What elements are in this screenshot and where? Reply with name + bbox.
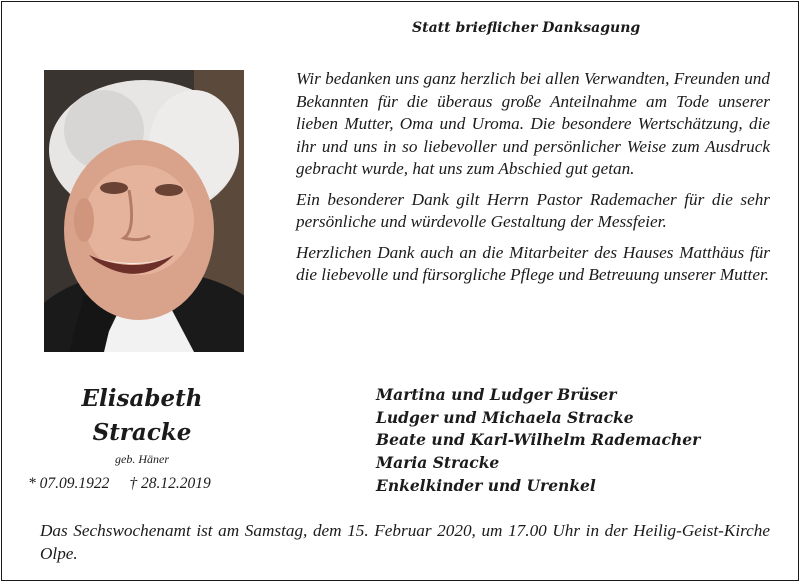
deceased-first-name: Elisabeth (81, 385, 203, 412)
portrait-photo (44, 70, 244, 352)
thanks-paragraph-2: Ein besonderer Dank gilt Herrn Pastor Rademacher für die sehr persönliche und würdevolle Gestaltung der Messfeier. (296, 189, 770, 231)
family-line: Beate und Karl-Wilhelm Rademacher (376, 430, 701, 450)
birth-date: * 07.09.1922 (28, 475, 110, 492)
card-heading: Statt brieflicher Danksagung (412, 20, 641, 36)
deceased-last-name: Stracke (92, 419, 192, 446)
family-line: Enkelkinder und Urenkel (376, 475, 596, 495)
family-line: Martina und Ludger Brüser (376, 385, 617, 404)
portrait-photo-icon (44, 70, 244, 352)
family-line: Ludger und Michaela Stracke (376, 407, 634, 427)
thanks-text (296, 68, 770, 295)
family-line: Maria Stracke (376, 453, 500, 473)
family-signatures (376, 384, 700, 498)
thanks-paragraph-1: Wir bedanken uns ganz herzlich bei allen Verwandten, Freunden und Bekannten für die überaus große Anteilnahme am Tode unserer lieben Mutter, Oma und Uroma. Die besondere Wertschätzung, die ihr und uns in so liebevoller und persönlicher Weise zum Ausdruck gebracht wurde, hat uns zum Abschied gut getan. (296, 69, 770, 178)
birth-name: geb. Häner (115, 452, 169, 466)
obituary-card (1, 1, 799, 581)
death-date: † 28.12.2019 (129, 475, 211, 492)
thanks-paragraph-3: Herzlichen Dank auch an die Mitarbeiter des Hauses Matthäus für die liebevolle und fürsorgliche Pflege und Betreuung unserer Mutter. (296, 242, 770, 284)
memorial-service-note: Das Sechswochenamt ist am Samstag, dem 15. Februar 2020, um 17.00 Uhr in der Heilig-Geist-Kirche Olpe. (40, 521, 770, 563)
deceased-name (42, 382, 242, 450)
life-dates (28, 475, 258, 493)
